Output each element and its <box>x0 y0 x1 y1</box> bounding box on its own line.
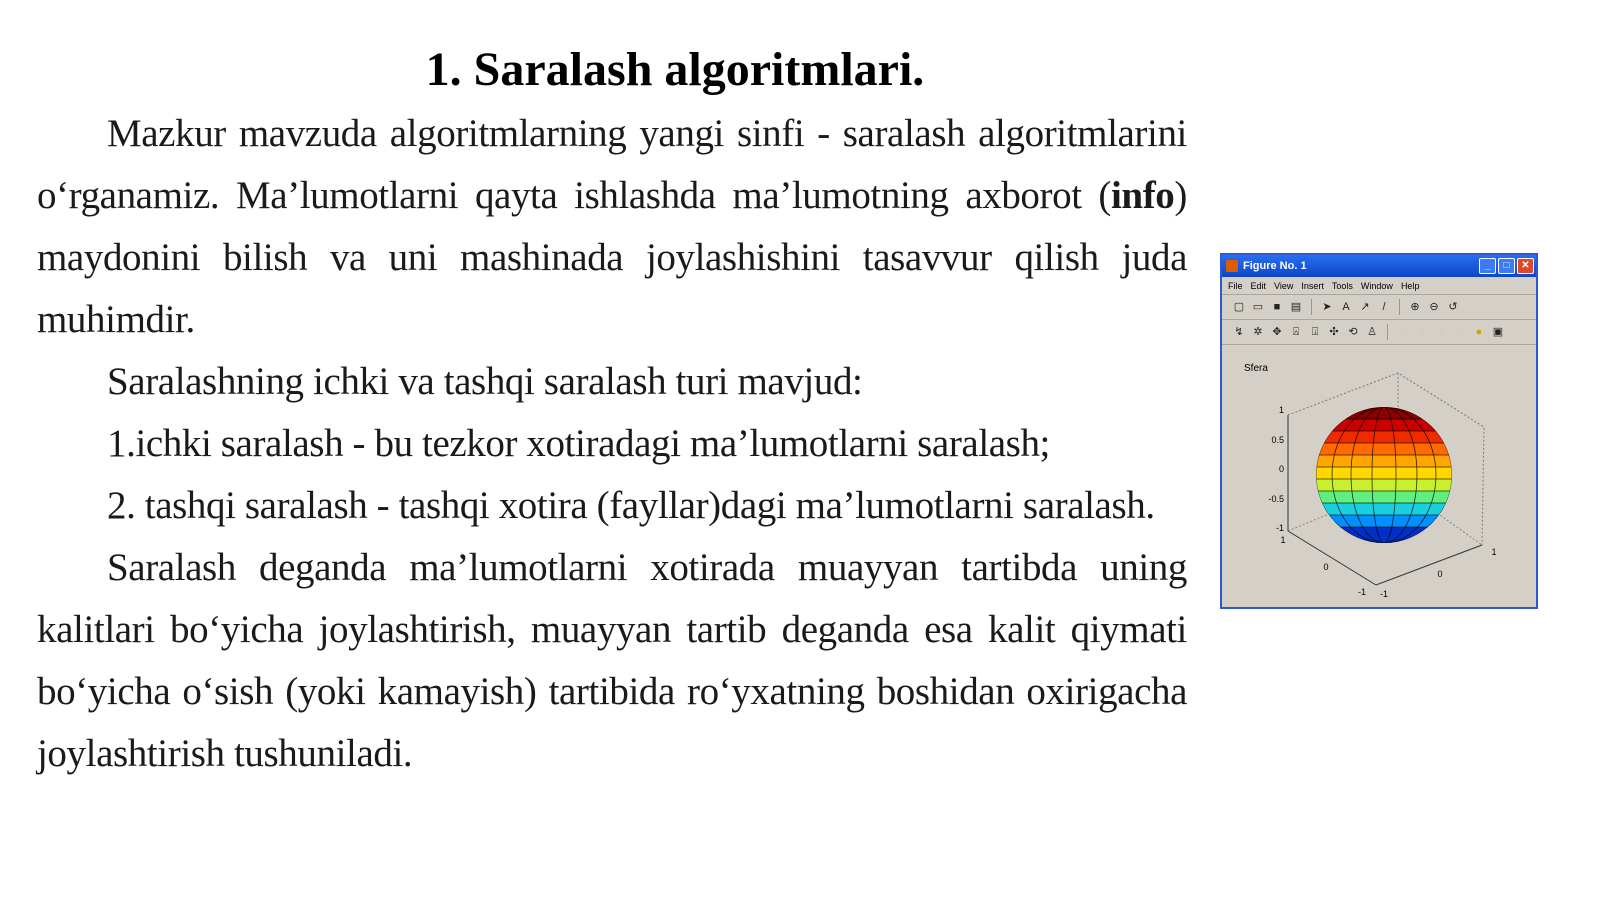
body-text <box>37 103 1187 785</box>
move-camera-icon[interactable]: ⍓ <box>1292 326 1300 338</box>
plot-area <box>1228 355 1530 603</box>
camera-toolbar <box>1222 320 1536 345</box>
plot-title: Sfera <box>1244 363 1268 374</box>
z-tick: 0.5 <box>1271 435 1284 445</box>
toolbar-separator <box>1399 299 1400 315</box>
menu-file[interactable]: File <box>1228 280 1243 291</box>
move-forward-icon[interactable]: ⍗ <box>1311 326 1319 338</box>
bold-info: info <box>1110 174 1175 217</box>
save-icon[interactable]: ■ <box>1273 301 1281 313</box>
paragraph-intro: Mazkur mavzuda algoritmlarning yangi sinfi - saralash algoritmlarini o‘rganamiz. Ma’lumotlarni qayta ishlashda ma’lumotning axborot (info) maydonini bilish va uni mashinada joylashishini tasavvur qilish juda muhimdir. <box>37 112 1187 341</box>
z-tick: 1 <box>1278 405 1284 415</box>
menu-window[interactable]: Window <box>1360 280 1393 291</box>
menu-tools[interactable]: Tools <box>1331 280 1353 291</box>
y-tick: 1 <box>1491 547 1497 557</box>
x-tick: 1 <box>1280 535 1286 545</box>
open-folder-icon[interactable]: ▭ <box>1252 301 1264 313</box>
sphere-plot <box>1228 355 1530 603</box>
toolbar-separator <box>1387 324 1388 340</box>
zoom-out-icon[interactable]: ⊖ <box>1429 301 1439 313</box>
paragraph-definition: Saralash deganda ma’lumotlarni xotirada muayyan tartibda uning kalitlari bo‘yicha joylashtirish, muayyan tartib deganda esa kalit qiymati bo‘yicha o‘sish (yoki kamayish) tartibida ro‘yxatning boshidan oxirigacha joylashtirish tushuniladi. <box>37 546 1187 775</box>
text-icon[interactable]: A <box>1342 301 1350 313</box>
print-icon[interactable]: ▤ <box>1290 301 1302 313</box>
new-file-icon[interactable]: ▢ <box>1233 301 1245 313</box>
projection-icon[interactable]: ▣ <box>1492 326 1504 338</box>
menu-insert[interactable]: Insert <box>1301 280 1324 291</box>
axis-icon: ◌ <box>1418 326 1426 338</box>
zoom-camera-icon[interactable]: ✣ <box>1329 326 1339 338</box>
window-title: Figure No. 1 <box>1243 260 1307 272</box>
axis-icon: ◌ <box>1437 326 1445 338</box>
y-tick: -1 <box>1379 589 1389 599</box>
x-tick: 0 <box>1323 562 1329 572</box>
menu-view[interactable]: View <box>1274 280 1294 291</box>
z-tick: -0.5 <box>1268 494 1284 504</box>
arrow-icon[interactable]: ↗ <box>1360 301 1370 313</box>
matlab-icon <box>1226 260 1238 272</box>
figure-toolbar <box>1222 295 1536 320</box>
orbit-scene-light-icon[interactable]: ✲ <box>1253 326 1263 338</box>
z-tick: -1 <box>1275 523 1284 533</box>
zoom-in-icon[interactable]: ⊕ <box>1410 301 1420 313</box>
line-icon[interactable]: / <box>1382 301 1386 313</box>
close-icon[interactable]: ✕ <box>1517 258 1534 274</box>
rotate-icon[interactable]: ↺ <box>1448 301 1458 313</box>
light-bulb-icon[interactable]: ● <box>1475 326 1483 338</box>
paragraph-external: 2. tashqi saralash - tashqi xotira (fayllar)dagi ma’lumotlarni saralash. <box>107 484 1155 527</box>
z-tick: 0 <box>1278 464 1284 474</box>
menu-bar <box>1222 277 1536 295</box>
sphere-surface <box>1314 405 1454 543</box>
y-tick: 0 <box>1437 569 1443 579</box>
minimize-icon[interactable]: _ <box>1479 258 1496 274</box>
x-tick: -1 <box>1357 587 1367 597</box>
page-title: 1. Saralash algoritmlari. <box>425 43 925 96</box>
orbit-camera-icon[interactable]: ↯ <box>1234 326 1244 338</box>
window-titlebar[interactable] <box>1222 255 1536 277</box>
roll-camera-icon[interactable]: ⟲ <box>1348 326 1358 338</box>
paragraph-types: Saralashning ichki va tashqi saralash turi mavjud: <box>107 360 863 403</box>
menu-edit[interactable]: Edit <box>1250 280 1267 291</box>
toolbar-separator <box>1311 299 1312 315</box>
axis-icon: ◌ <box>1399 326 1407 338</box>
menu-help[interactable]: Help <box>1400 280 1420 291</box>
pan-tilt-icon[interactable]: ✥ <box>1272 326 1282 338</box>
walk-icon[interactable]: ♙ <box>1367 326 1377 338</box>
paragraph-internal: 1.ichki saralash - bu tezkor xotiradagi ma’lumotlarni saralash; <box>107 422 1050 465</box>
matlab-figure-window <box>1220 253 1538 609</box>
axis-icon: ◌ <box>1456 326 1464 338</box>
pointer-icon[interactable]: ➤ <box>1322 301 1332 313</box>
maximize-icon[interactable]: □ <box>1498 258 1515 274</box>
